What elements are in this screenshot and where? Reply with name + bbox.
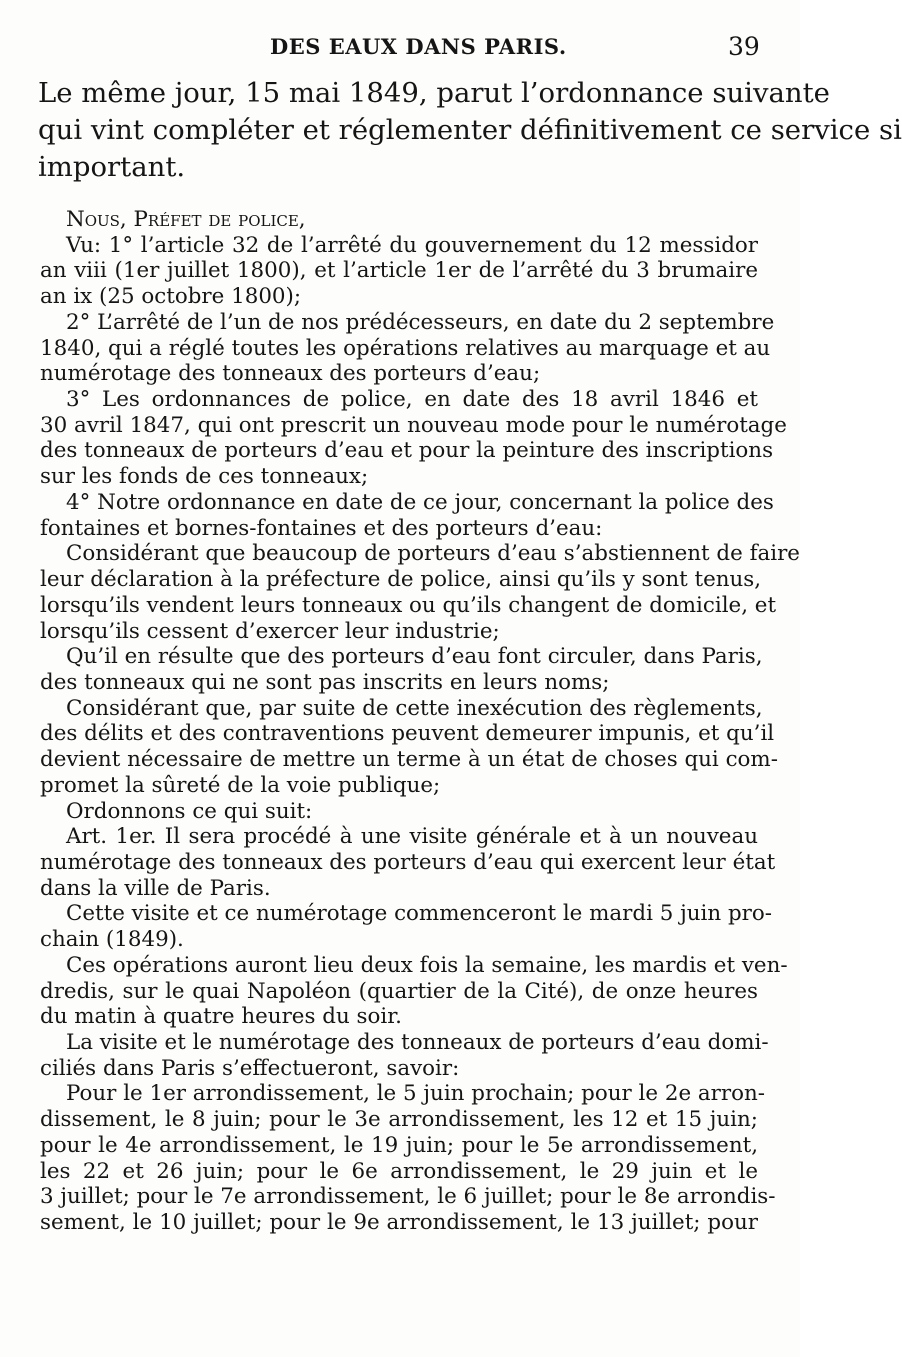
text-line: devient nécessaire de mettre un terme à un état de choses qui com- [40,747,778,773]
text-line: du matin à quatre heures du soir. [40,1004,402,1030]
text-line: des tonneaux de porteurs d’eau et pour la peinture des inscriptions [40,438,774,464]
intro-paragraph [38,75,902,186]
text-line: Qu’il en résulte que des porteurs d’eau font circuler, dans Paris, [66,644,763,670]
text-line: numérotage des tonneaux des porteurs d’eau; [40,361,541,387]
text-line: pour le 4e arrondissement, le 19 juin; pour le 5e arrondissement, [40,1132,758,1158]
text-line: Pour le 1er arrondissement, le 5 juin prochain; pour le 2e arron- [66,1081,766,1107]
text-line: 4° Notre ordonnance en date de ce jour, concernant la police des [66,489,774,515]
text-line: important. [38,151,186,183]
text-line: qui vint compléter et réglementer définitivement ce service si [38,114,902,146]
text-line: Ordonnons ce qui suit: [66,798,313,824]
text-line: 1840, qui a réglé toutes les opérations relatives au marquage et au [40,335,771,361]
text-line: 30 avril 1847, qui ont prescrit un nouveau mode pour le numérotage [40,412,787,438]
text-line: 3 juillet; pour le 7e arrondissement, le 6 juillet; pour le 8e arrondis- [40,1184,776,1210]
text-line: La visite et le numérotage des tonneaux de porteurs d’eau domi- [66,1030,769,1055]
text-line: sement, le 10 juillet; pour le 9e arrondissement, le 13 juillet; pour [40,1210,758,1236]
text-line: Nous, Préfet de police, [66,207,306,232]
ordinance-text [40,207,800,1236]
text-line: des tonneaux qui ne sont pas inscrits en leurs noms; [40,669,610,695]
text-line: lorsqu’ils cessent d’exercer leur industrie; [40,618,500,644]
running-head: DES EAUX DANS PARIS. [270,34,567,59]
text-line: dans la ville de Paris. [40,875,271,901]
text-line: an viii (1er juillet 1800), et l’article 1er de l’arrêté du 3 brumaire [40,258,758,284]
page-header [0,30,800,70]
text-line: numérotage des tonneaux des porteurs d’eau qui exercent leur état [40,849,776,875]
text-line: Vu: 1° l’article 32 de l’arrêté du gouvernement du 12 messidor [66,232,758,258]
text-line: ciliés dans Paris s’effectueront, savoir: [40,1055,460,1081]
text-line: lorsqu’ils vendent leurs tonneaux ou qu’ils changent de domicile, et [40,592,777,618]
page-number: 39 [728,32,760,61]
text-line: Considérant que beaucoup de porteurs d’eau s’abstiennent de faire [66,541,800,567]
text-line: Art. 1er. Il sera procédé à une visite générale et à un nouveau [66,824,758,850]
text-line: fontaines et bornes-fontaines et des porteurs d’eau: [40,515,603,541]
text-line: sur les fonds de ces tonneaux; [40,464,369,490]
text-line: 3° Les ordonnances de police, en date des 18 avril 1846 et [66,387,758,413]
text-line: 2° L’arrêté de l’un de nos prédécesseurs, en date du 2 septembre [66,309,775,335]
text-line: Considérant que, par suite de cette inexécution des règlements, [66,695,763,721]
text-line: dredis, sur le quai Napoléon (quartier de la Cité), de onze heures [40,978,758,1004]
text-line: leur déclaration à la préfecture de police, ainsi qu’ils y sont tenus, [40,567,762,593]
text-line: Le même jour, 15 mai 1849, parut l’ordonnance suivante [38,77,830,109]
text-line: Cette visite et ce numérotage commenceront le mardi 5 juin pro- [66,901,772,927]
text-line: an ix (25 octobre 1800); [40,284,302,310]
text-line: chain (1849). [40,927,184,953]
text-line: des délits et des contraventions peuvent demeurer impunis, et qu’il [40,721,775,747]
text-line: Ces opérations auront lieu deux fois la semaine, les mardis et ven- [66,952,788,978]
text-line: dissement, le 8 juin; pour le 3e arrondissement, les 12 et 15 juin; [40,1107,758,1133]
text-line: les 22 et 26 juin; pour le 6e arrondissement, le 29 juin et le [40,1158,758,1184]
text-line: promet la sûreté de la voie publique; [40,772,441,798]
